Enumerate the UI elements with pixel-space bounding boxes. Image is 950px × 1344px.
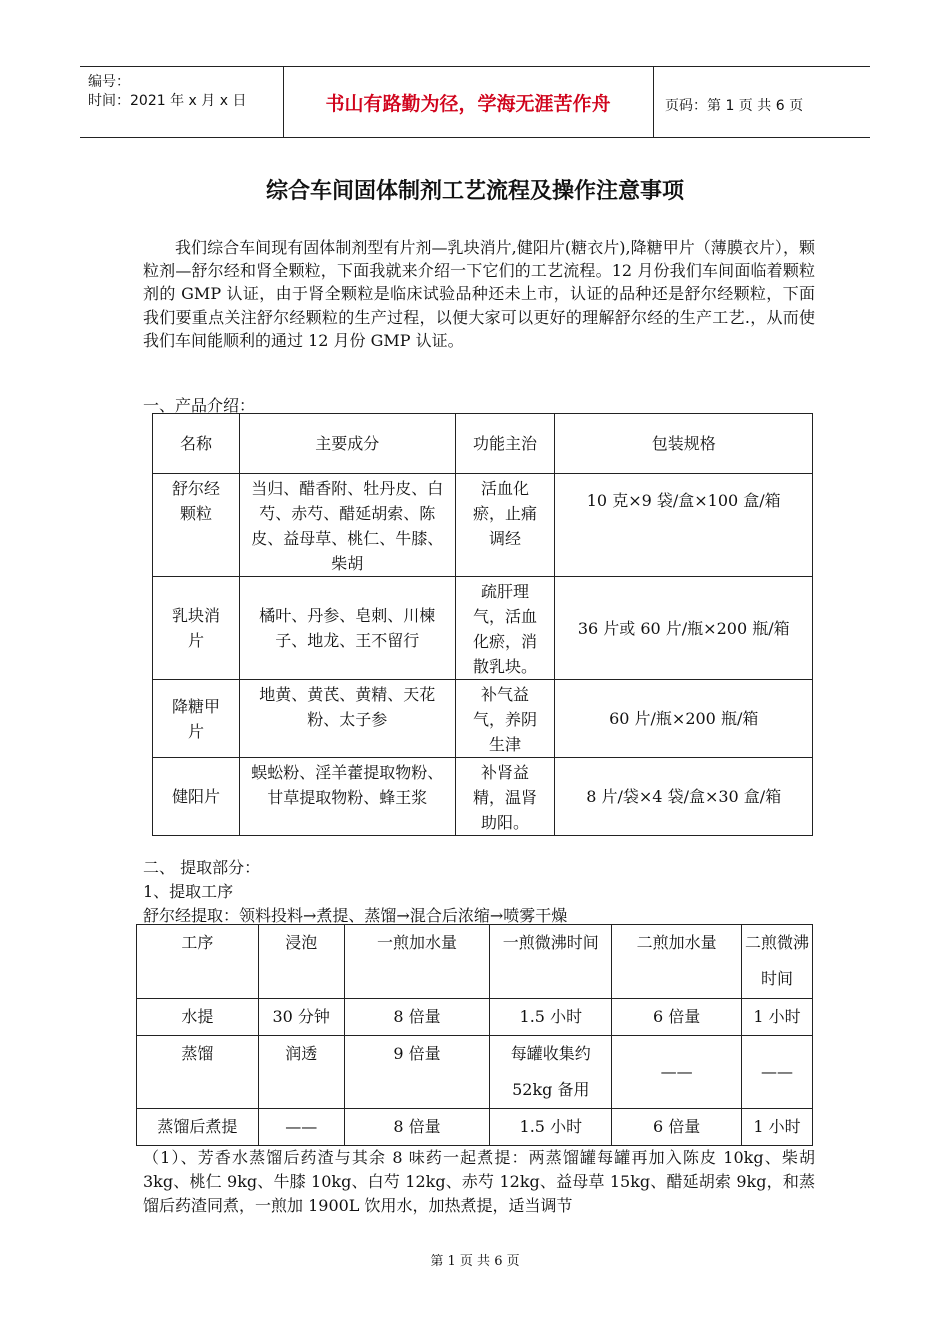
header-motto: 书山有路勤为径，学海无涯苦作舟: [325, 92, 611, 115]
table-header-cell: 二煎微沸时间: [742, 925, 813, 999]
table-cell: 1 小时: [742, 1109, 813, 1146]
table-row: [153, 577, 813, 680]
table-header-cell: 二煎加水量: [612, 925, 742, 999]
step-paragraph: （1）、芳香水蒸馏后药渣与其余 8 味药一起煮提：两蒸馏罐每罐再加入陈皮 10kg、柴胡 3kg、桃仁 9kg、牛膝 10kg、白芍 12kg、赤芍 12kg、益母草 15kg、醋延胡索 9kg，和蒸馏后药渣同煮，一煎加 1900L 饮用水，加热煮提，适当调节: [143, 1148, 815, 1215]
table-cell: 30 分钟: [258, 999, 344, 1036]
table-cell: 9 倍量: [344, 1036, 490, 1109]
product-table: [152, 413, 813, 836]
table-cell: 6 倍量: [612, 999, 742, 1036]
product-function: 活血化瘀，止痛调经: [455, 474, 555, 577]
table-row: [137, 1109, 813, 1146]
document-title: 综合车间固体制剂工艺流程及操作注意事项: [265, 179, 684, 204]
table-cell: 蒸馏后煮提: [137, 1109, 259, 1146]
table-header-cell: 包装规格: [555, 414, 813, 474]
table-cell: 8 倍量: [344, 999, 490, 1036]
table-row: [137, 1036, 813, 1109]
page-header: [80, 66, 870, 138]
process-flow: 舒尔经提取：领料投料→煮提、蒸馏→混合后浓缩→喷雾干燥: [143, 906, 568, 925]
product-name: 乳块消片: [153, 577, 240, 680]
table-cell: ——: [258, 1109, 344, 1146]
intro-paragraph: 我们综合车间现有固体制剂型有片剂—乳块消片,健阳片(糖衣片),降糖甲片（薄膜衣片），颗粒剂—舒尔经和肾全颗粒，下面我就来介绍一下它们的工艺流程。12 月份我们车间面临着颗粒剂的 GMP 认证，由于肾全颗粒是临床试验品种还未上市，认证的品种还是舒尔经颗粒，下面我们要重点关注舒尔经颗粒的生产过程，以便大家可以更好的理解舒尔经的生产工艺.，从而使我们车间能顺利的通过 12 月份 GMP 认证。: [143, 238, 815, 350]
table-cell: 润透: [258, 1036, 344, 1109]
extraction-table: [136, 924, 813, 1146]
table-cell: 8 倍量: [344, 1109, 490, 1146]
product-ingredients: 橘叶、丹参、皂刺、川楝子、地龙、王不留行: [239, 577, 455, 680]
product-name: 健阳片: [153, 758, 240, 836]
table-header-cell: 功能主治: [455, 414, 555, 474]
subsection-heading: 1、提取工序: [143, 882, 234, 901]
header-divider: [653, 67, 654, 137]
table-cell: 1 小时: [742, 999, 813, 1036]
table-header-cell: 名称: [153, 414, 240, 474]
table-cell: 每罐收集约 52kg 备用: [490, 1036, 612, 1109]
table-row: [153, 758, 813, 836]
table-cell: 水提: [137, 999, 259, 1036]
product-packaging: 60 片/瓶×200 瓶/箱: [555, 680, 813, 758]
header-page-info: 页码：第 1 页 共 6 页: [665, 98, 804, 114]
product-name: 舒尔经颗粒: [153, 474, 240, 577]
table-header-cell: 浸泡: [258, 925, 344, 999]
product-packaging: 8 片/袋×4 袋/盒×30 盒/箱: [555, 758, 813, 836]
product-ingredients: 地黄、黄芪、黄精、天花粉、太子参: [239, 680, 455, 758]
table-header-cell: 一煎加水量: [344, 925, 490, 999]
table-row: [137, 999, 813, 1036]
document-number-label: 编号：: [88, 74, 130, 90]
table-row: [153, 680, 813, 758]
product-ingredients: 当归、醋香附、牡丹皮、白芍、赤芍、醋延胡索、陈皮、益母草、桃仁、牛膝、柴胡: [239, 474, 455, 577]
product-function: 补肾益精，温肾助阳。: [455, 758, 555, 836]
table-header-row: [137, 925, 813, 999]
product-ingredients: 蜈蚣粉、淫羊藿提取物粉、甘草提取物粉、蜂王浆: [239, 758, 455, 836]
section-heading: 一、产品介绍：: [143, 396, 256, 415]
page-footer: 第 1 页 共 6 页: [430, 1254, 520, 1269]
table-header-cell: 一煎微沸时间: [490, 925, 612, 999]
table-cell: 蒸馏: [137, 1036, 259, 1109]
table-cell: 1.5 小时: [490, 999, 612, 1036]
product-function: 疏肝理气，活血化瘀，消散乳块。: [455, 577, 555, 680]
product-packaging: 36 片或 60 片/瓶×200 瓶/箱: [555, 577, 813, 680]
table-cell: 1.5 小时: [490, 1109, 612, 1146]
table-header-row: [153, 414, 813, 474]
table-header-cell: 主要成分: [239, 414, 455, 474]
document-time: 时间：2021 年 x 月 x 日: [88, 93, 247, 109]
section-heading: 二、 提取部分：: [143, 858, 261, 877]
product-function: 补气益气，养阴生津: [455, 680, 555, 758]
table-cell: 6 倍量: [612, 1109, 742, 1146]
table-cell: ——: [612, 1036, 742, 1109]
table-header-cell: 工序: [137, 925, 259, 999]
table-cell: ——: [742, 1036, 813, 1109]
table-row: [153, 474, 813, 577]
product-name: 降糖甲片: [153, 680, 240, 758]
product-packaging: 10 克×9 袋/盒×100 盒/箱: [555, 474, 813, 577]
header-meta: [88, 73, 246, 111]
